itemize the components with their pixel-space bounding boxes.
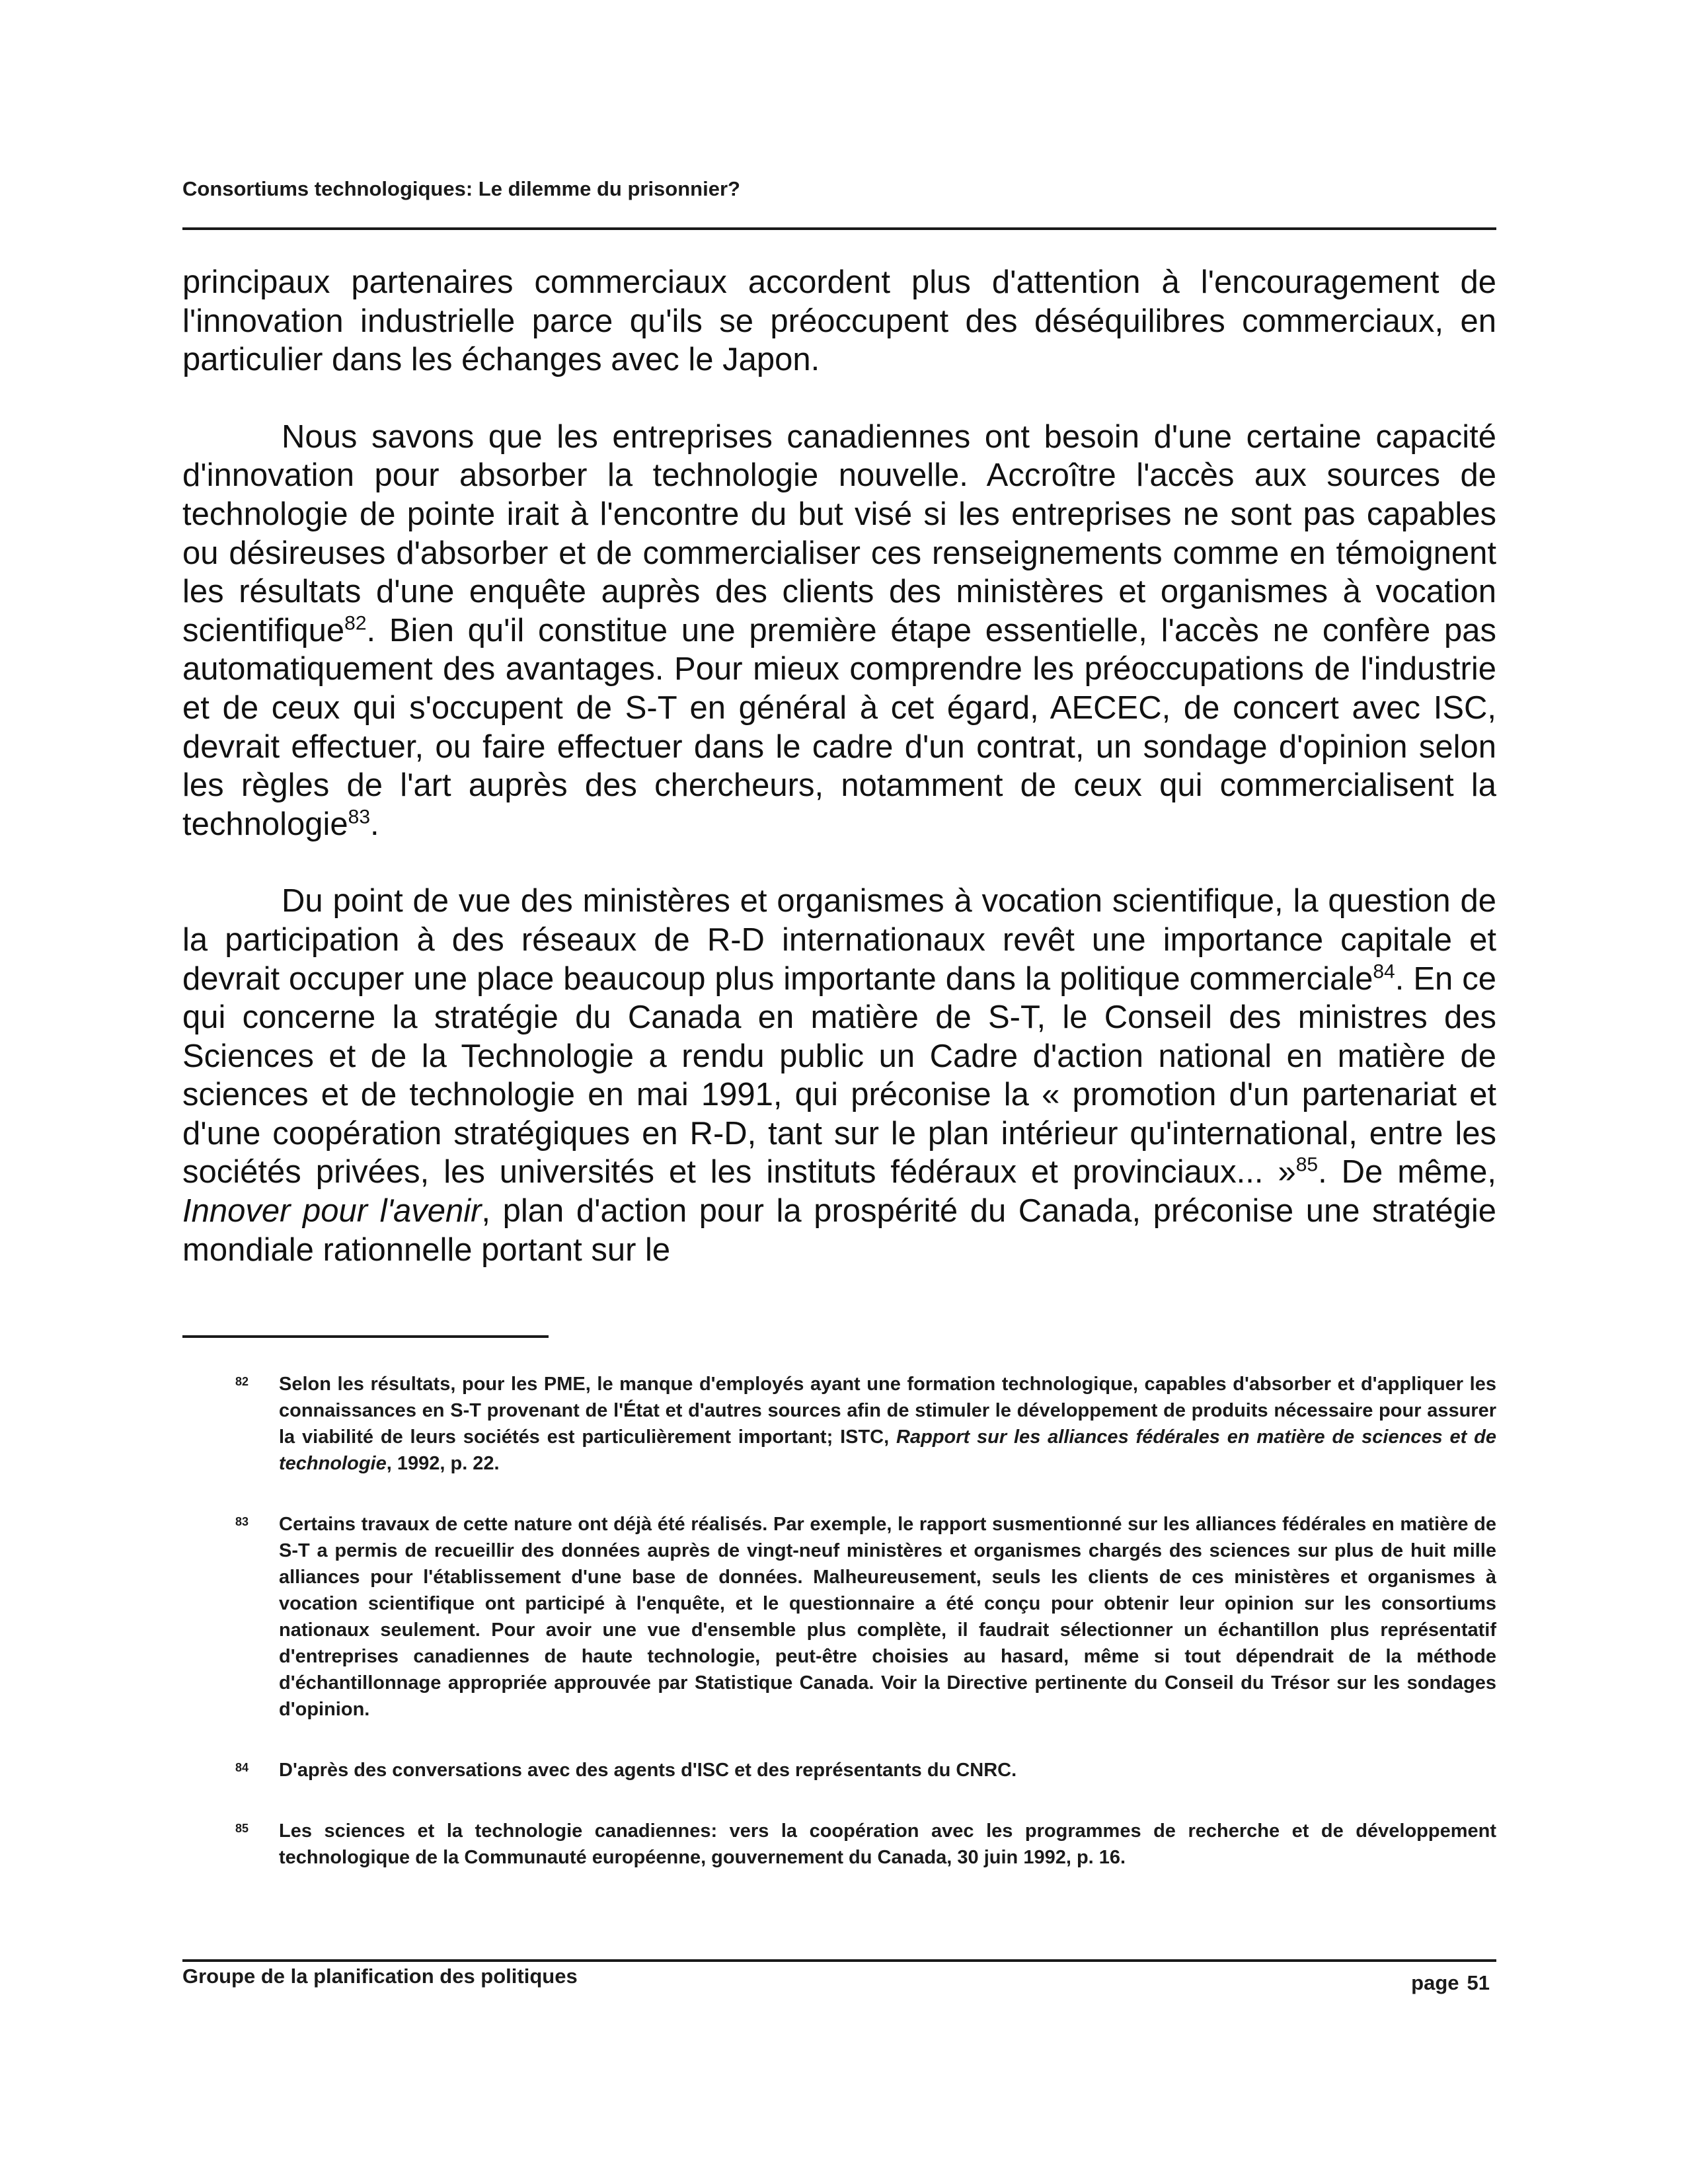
footnote-ref-84[interactable]: 84 <box>1373 960 1395 983</box>
paragraph-3-text-d: , plan d'action pour la prospérité du Canada, préconise une stratégie mondiale rationnelle portant sur le <box>182 1193 1496 1268</box>
header-rule <box>182 227 1496 230</box>
paragraph-3-text-b: . En ce qui concerne la stratégie du Canada en matière de S-T, le Conseil des ministres des Sciences et de la Technologie a rendu public un Cadre d'action national en matière de sciences et de technologie en mai 1991, qui préconise la « promotion d'un partenariat et d'une coopération stratégiques en R-D, tant sur le plan intérieur qu'international, entre les sociétés privées, les universités et les instituts fédéraux et provinciaux... » <box>182 960 1496 1190</box>
page-number-block <box>1411 1971 1490 1995</box>
footnote-text: Les sciences et la technologie canadiennes: vers la coopération avec les programmes de recherche et de développement technologique de la Communauté européenne, gouvernement du Canada, 30 juin 1992, p. 16. <box>279 1820 1496 1868</box>
running-header: Consortiums technologiques: Le dilemme du prisonnier? <box>182 177 740 200</box>
paragraph-3-text-c: . De même, <box>1318 1154 1496 1190</box>
page-number: 51 <box>1467 1971 1490 1994</box>
footnote-number: 85 <box>235 1822 249 1835</box>
footer-rule <box>182 1959 1496 1962</box>
footnote-text-tail: , 1992, p. 22. <box>386 1453 500 1474</box>
footnotes <box>182 1371 1496 1905</box>
page-label: page <box>1411 1971 1459 1994</box>
footnote-ref-85[interactable]: 85 <box>1295 1154 1319 1177</box>
paragraph-1-text: principaux partenaires commerciaux accordent plus d'attention à l'encouragement de l'innovation industrielle parce qu'ils se préoccupent des déséquilibres commerciaux, en particulier dans les échanges avec le Japon. <box>182 264 1496 378</box>
footnote-ref-83[interactable]: 83 <box>348 806 371 828</box>
paragraph-1 <box>182 263 1496 379</box>
paragraph-2-text-c: . <box>370 806 379 842</box>
paragraph-3-italic-title: Innover pour l'avenir <box>182 1193 482 1229</box>
main-text <box>182 263 1496 1269</box>
paragraph-2-text-b: . Bien qu'il constitue une première étape essentielle, l'accès ne confère pas automatiquement des avantages. Pour mieux comprendre les préoccupations de l'industrie et de ceux qui s'occupent de S-T en général à cet égard, AECEC, de concert avec ISC, devrait effectuer, ou faire effectuer dans le cadre d'un contrat, un sondage d'opinion selon les règles de l'art auprès des chercheurs, notamment de ceux qui commercialisent la technologie <box>182 612 1496 842</box>
footnote-85 <box>182 1818 1496 1871</box>
footer-organization: Groupe de la planification des politiques <box>182 1965 578 1988</box>
paragraph-2-text-a: Nous savons que les entreprises canadiennes ont besoin d'une certaine capacité d'innovation pour absorber la technologie nouvelle. Accroître l'accès aux sources de technologie de pointe irait à l'encontre du but visé si les entreprises ne sont pas capables ou désireuses d'absorber et de commercialiser ces renseignements comme en témoignent les résultats d'une enquête auprès des clients des ministères et organismes à vocation scientifique <box>182 418 1496 648</box>
footnote-text: D'après des conversations avec des agents d'ISC et des représentants du CNRC. <box>279 1760 1017 1781</box>
paragraph-2 <box>182 418 1496 844</box>
footnote-text: Selon les résultats, pour les PME, le manque d'employés ayant une formation technologique, capables d'absorber et d'appliquer les connaissances en S-T provenant de l'État et d'autres sources afin de stimuler le développement de produits nécessaire pour assurer la viabilité de leurs sociétés est particulièrement important; ISTC, <box>279 1374 1496 1448</box>
footnote-84 <box>182 1757 1496 1783</box>
footnote-italic-title: Rapport sur les alliances fédérales en matière de sciences et de technologie <box>279 1426 1496 1474</box>
footnote-ref-82[interactable]: 82 <box>344 612 367 635</box>
footnote-text: Certains travaux de cette nature ont déjà été réalisés. Par exemple, le rapport susmentionné sur les alliances fédérales en matière de S-T a permis de recueillir des données auprès de vingt-neuf ministères et organismes chargés des sciences sur plus de huit mille alliances pour l'établissement d'une base de données. Malheureusement, seuls les clients de ces ministères et organismes à vocation scientifique ont participé à l'enquête, et le questionnaire a été conçu pour obtenir leur opinion sur les consortiums nationaux seulement. Pour avoir une vue d'ensemble plus complète, il faudrait sélectionner un échantillon plus représentatif d'entreprises canadiennes de haute technologie, peut-être choisies au hasard, même si tout dépendrait de la méthode d'échantillonnage appropriée approuvée par Statistique Canada. Voir la Directive pertinente du Conseil du Trésor sur les sondages d'opinion. <box>279 1514 1496 1720</box>
footnote-number: 84 <box>235 1761 249 1774</box>
footnote-number: 82 <box>235 1375 249 1388</box>
footnote-number: 83 <box>235 1515 249 1528</box>
footnote-82 <box>182 1371 1496 1477</box>
paragraph-3-text-a: Du point de vue des ministères et organismes à vocation scientifique, la question de la participation à des réseaux de R-D internationaux revêt une importance capitale et devrait occuper une place beaucoup plus importante dans la politique commerciale <box>182 883 1496 997</box>
footnote-rule <box>182 1335 549 1338</box>
footnote-83 <box>182 1511 1496 1723</box>
paragraph-3 <box>182 882 1496 1269</box>
